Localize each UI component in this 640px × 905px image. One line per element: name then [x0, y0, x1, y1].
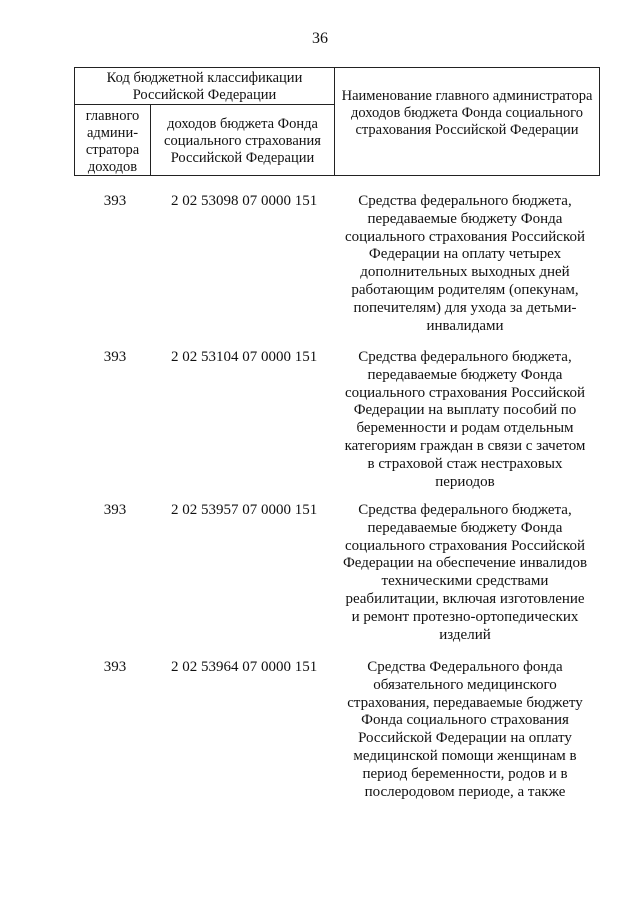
row-admin-code: 393 [103, 659, 127, 675]
header-budget-code-group: Код бюджетной классификации Российской Федерации [74, 67, 335, 105]
header-administrator-name: Наименование главного администратора доходов бюджета Фонда социального страхования Российской Федерации [334, 67, 600, 176]
row-description: Средства федерального бюджета, передаваемые бюджету Фонда социального страхования Российской Федерации на оплату четырех дополнительных выходных дней работающим родителям (опекунам, попечителям) для ухода за детьми-инвалидами [344, 193, 586, 334]
row-admin-code: 393 [103, 349, 127, 365]
row-income-code: 2 02 53104 07 0000 151 [171, 349, 318, 365]
header-fund-income: доходов бюджета Фонда социального страхования Российской Федерации [150, 104, 335, 176]
row-income-code: 2 02 53964 07 0000 151 [171, 659, 318, 675]
table-header [74, 67, 600, 176]
row-admin-code: 393 [103, 502, 127, 518]
page-number: 36 [312, 30, 328, 47]
row-admin-code: 393 [103, 193, 127, 209]
header-chief-administrator: главного админи-стратора доходов [74, 104, 151, 176]
row-description: Средства федерального бюджета, передаваемые бюджету Фонда социального страхования Российской Федерации на выплату пособий по беременности и родам отдельным категориям граждан в связи с зачетом в страховой стаж нестраховых периодов [344, 349, 586, 490]
row-income-code: 2 02 53098 07 0000 151 [171, 193, 318, 209]
row-description: Средства федерального бюджета, передаваемые бюджету Фонда социального страхования Российской Федерации на обеспечение инвалидов техническими средствами реабилитации, включая изготовление и ремонт протезно-ортопедических изделий [342, 502, 588, 643]
row-income-code: 2 02 53957 07 0000 151 [171, 502, 318, 518]
row-description: Средства Федерального фонда обязательного медицинского страхования, передаваемые бюджету Фонда социального страхования Российской Федерации на оплату медицинской помощи женщинам в период беременности, родов и в послеродовом периоде, а также [347, 659, 583, 800]
